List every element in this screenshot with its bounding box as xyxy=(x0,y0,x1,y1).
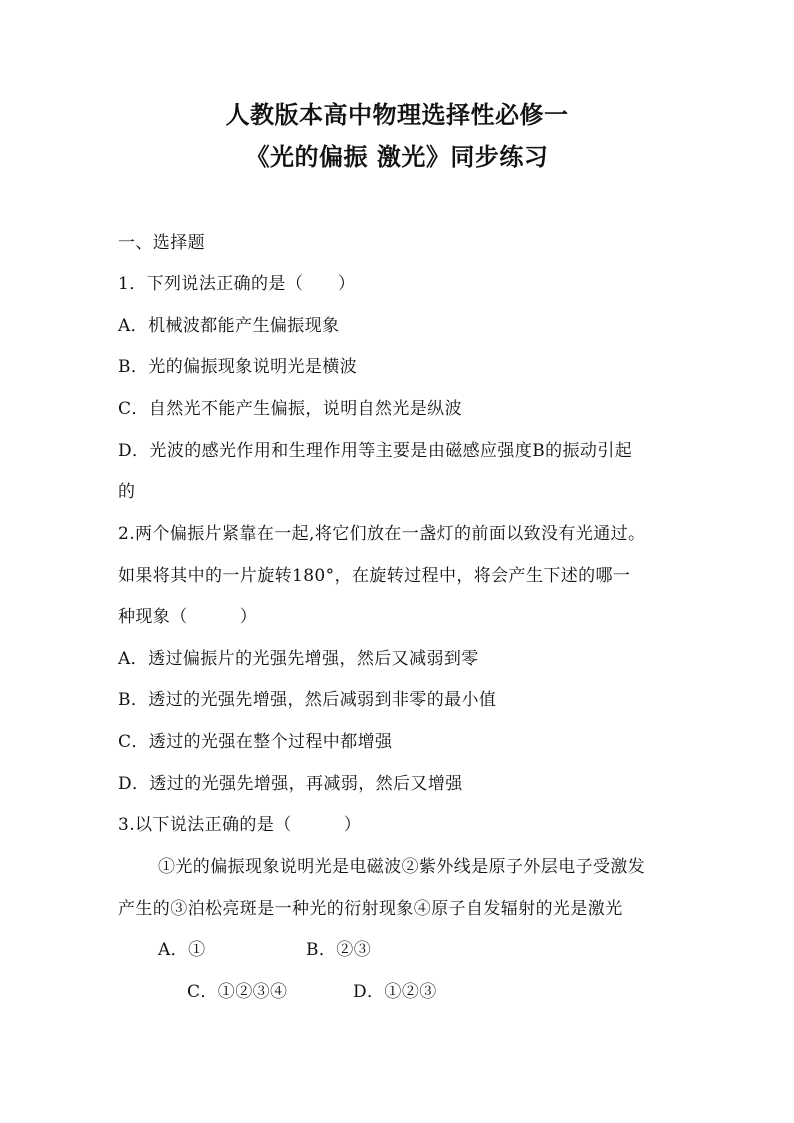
q1-option-d: D．光波的感光作用和生理作用等主要是由磁感应强度B的振动引起 xyxy=(118,441,633,461)
q1-stem: 1．下列说法正确的是（ ） xyxy=(118,274,356,294)
q2-option-d: D．透过的光强先增强，再减弱，然后又增强 xyxy=(118,774,463,794)
q2-stem-line3: 种现象（ ） xyxy=(118,607,258,627)
q3-option-d: D．①②③ xyxy=(353,982,437,1002)
section-heading: 一、选择题 xyxy=(118,233,205,253)
q2-option-c: C．透过的光强在整个过程中都增强 xyxy=(118,732,393,752)
q3-statement-line2: 产生的③泊松亮斑是一种光的衍射现象④原子自发辐射的光是激光 xyxy=(118,899,623,919)
q2-stem-line2: 如果将其中的一片旋转180°，在旋转过程中，将会产生下述的哪一 xyxy=(118,566,631,586)
q3-statement-line1: ①光的偏振现象说明光是电磁波②紫外线是原子外层电子受激发 xyxy=(158,857,646,877)
q1-option-d-continued: 的 xyxy=(118,482,136,502)
q2-stem-line1: 2.两个偏振片紧靠在一起,将它们放在一盏灯的前面以致没有光通过。 xyxy=(118,524,646,544)
q2-option-b: B．透过的光强先增强，然后减弱到非零的最小值 xyxy=(118,690,497,710)
q3-stem: 3.以下说法正确的是（ ） xyxy=(118,815,362,835)
q1-option-a: A．机械波都能产生偏振现象 xyxy=(118,316,340,336)
q2-option-a: A．透过偏振片的光强先增强，然后又减弱到零 xyxy=(118,649,479,669)
q1-option-c: C．自然光不能产生偏振，说明自然光是纵波 xyxy=(118,399,463,419)
q3-option-a: A．① xyxy=(158,940,206,960)
q1-option-b: B．光的偏振现象说明光是横波 xyxy=(118,357,358,377)
document-title-line2: 《光的偏振 激光》同步练习 xyxy=(245,142,549,171)
document-title-line1: 人教版本高中物理选择性必修一 xyxy=(225,100,569,129)
q3-option-b: B．②③ xyxy=(306,940,372,960)
q3-option-c: C．①②③④ xyxy=(187,982,288,1002)
